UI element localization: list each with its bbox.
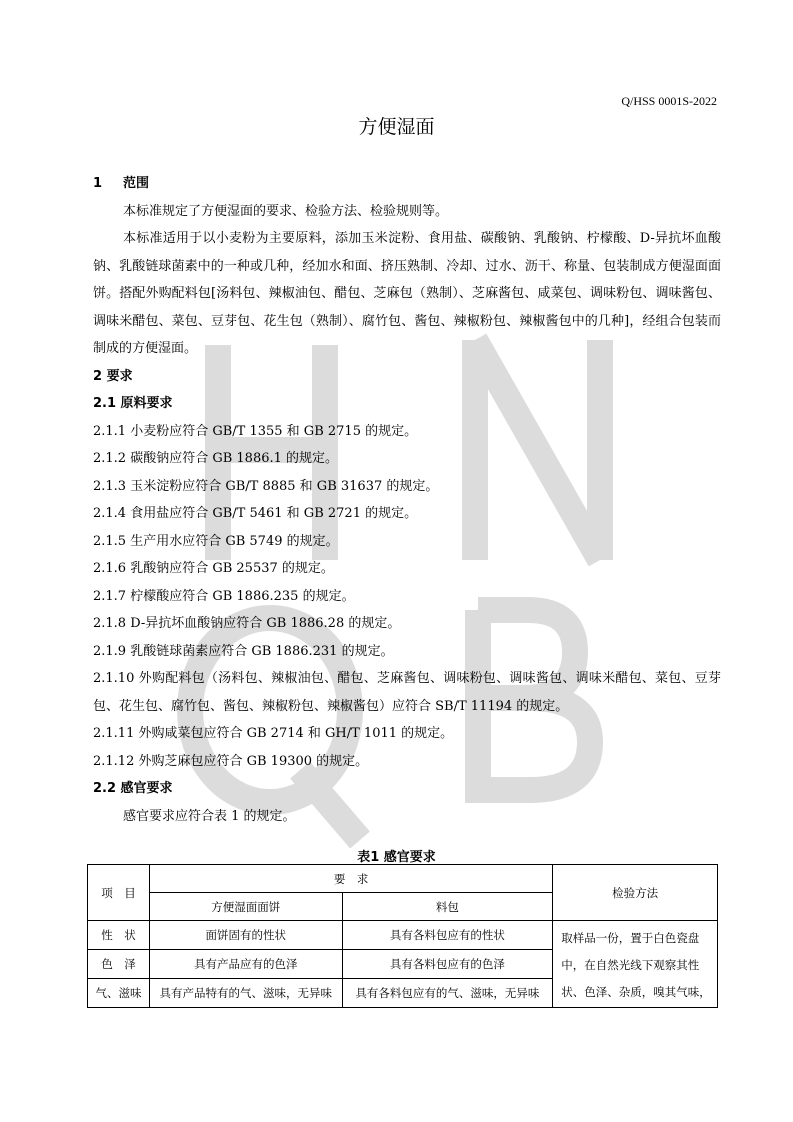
- row-item: 气、滋味: [88, 979, 150, 1008]
- header-requirement: 要 求: [149, 865, 552, 893]
- table-header-row: [88, 865, 718, 893]
- section-1-paragraph-1: 本标准规定了方便湿面的要求、检验方法、检验规则等。: [123, 203, 449, 219]
- row-packet: 具有各料包应有的性状: [342, 921, 553, 950]
- table-row: [88, 921, 718, 950]
- clause-2-1-1: 2.1.1 小麦粉应符合 GB/T 1355 和 GB 2715 的规定。: [93, 423, 418, 439]
- clause-2-1-2: 2.1.2 碳酸钠应符合 GB 1886.1 的规定。: [93, 451, 339, 466]
- row-item: 色 泽: [88, 950, 150, 979]
- row-noodle: 具有产品应有的色泽: [149, 950, 342, 979]
- section-1-title: 范围: [123, 176, 150, 191]
- document-code: Q/HSS 0001S-2022: [621, 94, 717, 108]
- clause-2-1-9: 2.1.9 乳酸链球菌素应符合 GB 1886.231 的规定。: [93, 643, 394, 659]
- section-1-paragraph-2: 本标准适用于以小麦粉为主要原料，添加玉米淀粉、食用盐、碳酸钠、乳酸钠、柠檬酸、D-异抗坏血酸钠、乳酸链球菌素中的一种或几种，经加水和面、挤压熟制、冷却、过水、沥干、称量、包装制成方便湿面面饼。搭配外购配料包[汤料包、辣椒油包、醋包、芝麻包（熟制）、芝麻酱包、咸菜包、调味粉包、调味酱包、调味米醋包、菜包、豆芽包、花生包（熟制）、腐竹包、酱包、辣椒粉包、辣椒酱包中的几种]，经组合包装而制成的方便湿面。: [93, 231, 721, 356]
- section-2-2-heading: 2.2 感官要求: [93, 781, 173, 796]
- method-description: 取样品一份，置于白色瓷盘中，在自然光线下观察其性状、色泽、杂质，嗅其气味，: [553, 921, 718, 1008]
- row-packet: 具有各料包应有的色泽: [342, 950, 553, 979]
- row-noodle: 面饼固有的性状: [149, 921, 342, 950]
- header-noodle: 方便湿面面饼: [149, 893, 342, 921]
- row-item: 性 状: [88, 921, 150, 950]
- row-packet: 具有各料包应有的气、滋味，无异味: [342, 979, 553, 1008]
- section-1-number: 1: [93, 176, 103, 191]
- header-item: 项 目: [88, 865, 150, 921]
- section-2-2-paragraph-1: 感官要求应符合表 1 的规定。: [123, 808, 296, 824]
- section-2-1-heading: 2.1 原料要求: [93, 396, 173, 411]
- document-title: 方便湿面: [358, 116, 435, 138]
- clause-2-1-8: 2.1.8 D-异抗坏血酸钠应符合 GB 1886.28 的规定。: [93, 616, 401, 631]
- clause-2-1-10: 2.1.10 外购配料包（汤料包、辣椒油包、醋包、芝麻酱包、调味粉包、调味酱包、调味米醋包、菜包、豆芽包、花生包、腐竹包、酱包、辣椒粉包、辣椒酱包）应符合 SB/T 11194 的规定。: [93, 671, 721, 714]
- clause-2-1-7: 2.1.7 柠檬酸应符合 GB 1886.235 的规定。: [93, 588, 355, 604]
- clause-2-1-6: 2.1.6 乳酸钠应符合 GB 25537 的规定。: [93, 561, 334, 576]
- header-packet: 料包: [342, 893, 553, 921]
- clause-2-1-12: 2.1.12 外购芝麻包应符合 GB 19300 的规定。: [93, 753, 369, 769]
- section-1-heading: [93, 170, 721, 198]
- clause-2-1-5: 2.1.5 生产用水应符合 GB 5749 的规定。: [93, 533, 339, 549]
- header-method: 检验方法: [553, 865, 718, 921]
- document-body: [93, 170, 721, 830]
- row-noodle: 具有产品特有的气、滋味，无异味: [149, 979, 342, 1008]
- clause-2-1-3: 2.1.3 玉米淀粉应符合 GB/T 8885 和 GB 31637 的规定。: [93, 478, 439, 494]
- clause-2-1-11: 2.1.11 外购咸菜包应符合 GB 2714 和 GH/T 1011 的规定。: [93, 726, 454, 741]
- clause-2-1-4: 2.1.4 食用盐应符合 GB/T 5461 和 GB 2721 的规定。: [93, 506, 418, 521]
- section-2-heading: 2 要求: [93, 368, 133, 384]
- sensory-requirements-table: [87, 864, 718, 1008]
- table-1-caption: 表1 感官要求: [357, 850, 436, 865]
